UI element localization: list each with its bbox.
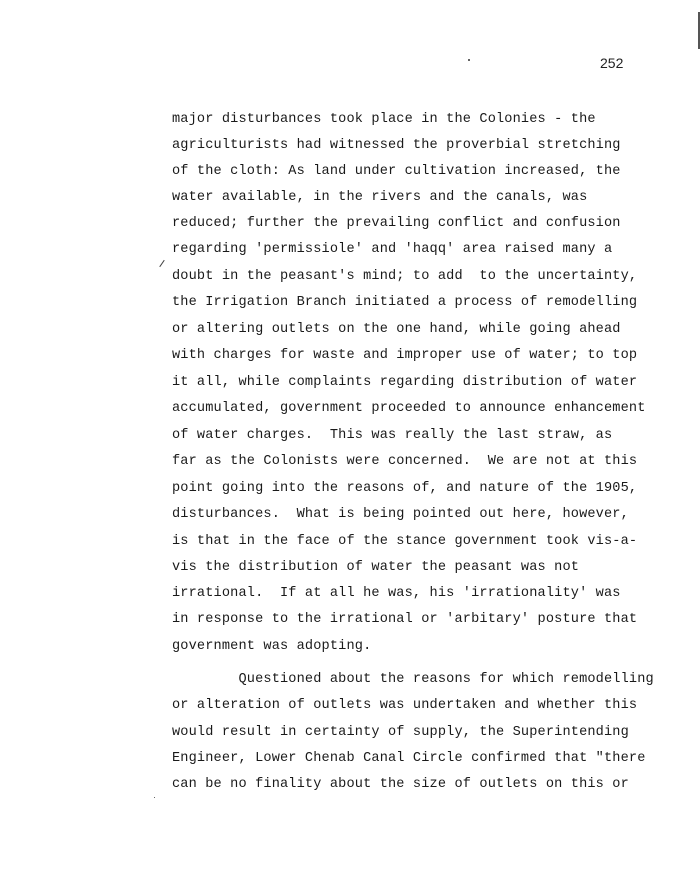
text-line: the Irrigation Branch initiated a process of remodelling: [172, 295, 638, 310]
scan-speck: [154, 797, 155, 798]
text-line: doubt in the peasant's mind; to add to the uncertainty,: [172, 269, 638, 284]
text-line: water available, in the rivers and the canals, was: [172, 190, 588, 205]
text-line: would result in certainty of supply, the Superintending: [172, 725, 629, 740]
text-line: agriculturists had witnessed the proverbial stretching: [172, 138, 621, 153]
margin-mark: [159, 260, 164, 267]
text-line: with charges for waste and improper use of water; to top: [172, 348, 638, 363]
text-line: government was adopting.: [172, 639, 372, 654]
text-line: in response to the irrational or 'arbitary' posture that: [172, 612, 638, 627]
text-line: can be no finality about the size of outlets on this or: [172, 777, 629, 792]
text-line: of water charges. This was really the last straw, as: [172, 428, 613, 443]
scan-speck: [468, 59, 470, 61]
text-line: vis the distribution of water the peasant was not: [172, 560, 580, 575]
text-line: far as the Colonists were concerned. We are not at this: [172, 454, 638, 469]
text-line: regarding 'permissiole' and 'haqq' area raised many a: [172, 242, 613, 257]
text-line: irrational. If at all he was, his 'irrationality' was: [172, 586, 621, 601]
text-line: or alteration of outlets was undertaken and whether this: [172, 698, 638, 713]
text-line: of the cloth: As land under cultivation increased, the: [172, 164, 621, 179]
text-line: accumulated, government proceeded to announce enhancement: [172, 401, 646, 416]
page-number: 252: [600, 55, 624, 71]
text-line: Engineer, Lower Chenab Canal Circle confirmed that "there: [172, 751, 646, 766]
text-line: point going into the reasons of, and nature of the 1905,: [172, 481, 638, 496]
text-line: major disturbances took place in the Colonies - the: [172, 112, 596, 127]
text-line: or altering outlets on the one hand, while going ahead: [172, 322, 621, 337]
text-line: reduced; further the prevailing conflict and confusion: [172, 216, 621, 231]
text-line: is that in the face of the stance government took vis-a-: [172, 534, 638, 549]
text-line: Questioned about the reasons for which remodelling: [172, 672, 654, 687]
text-line: disturbances. What is being pointed out here, however,: [172, 507, 629, 522]
text-line: it all, while complaints regarding distribution of water: [172, 375, 638, 390]
